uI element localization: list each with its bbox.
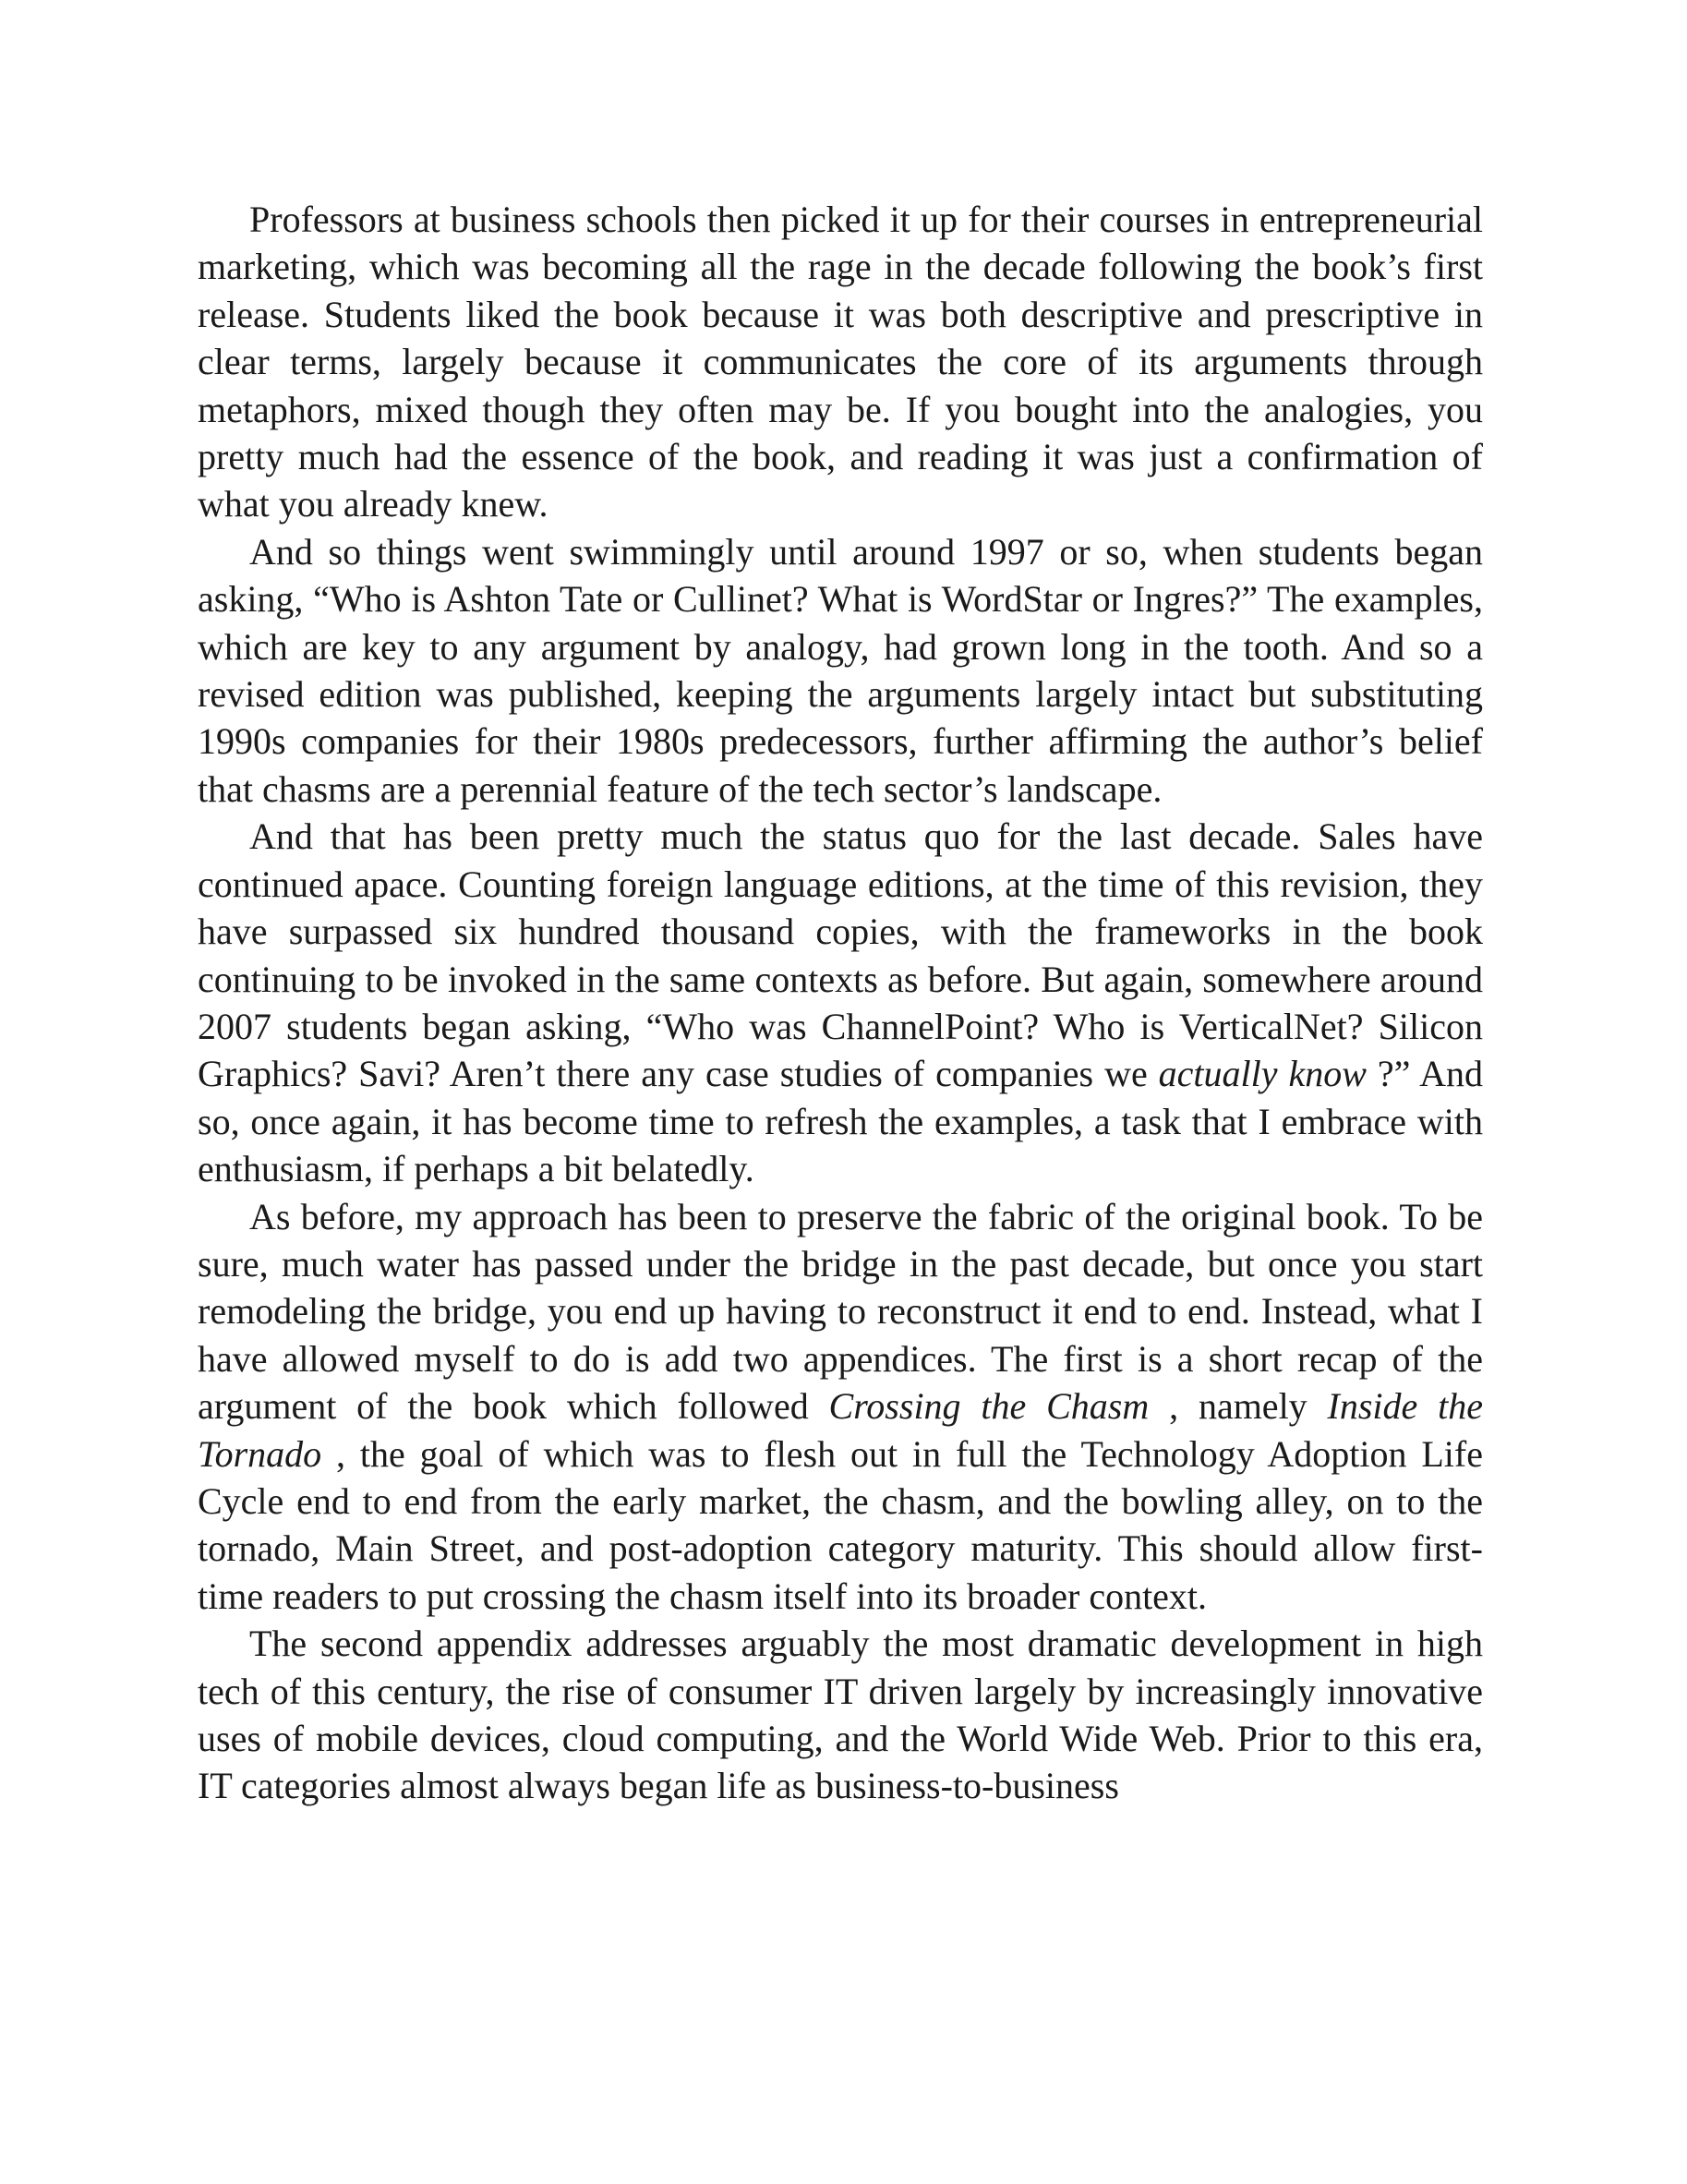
paragraph-5 bbox=[198, 1620, 1483, 1810]
paragraph-3-text-a: And that has been pretty much the status quo for the last decade. Sales have continued apace. Counting foreign language editions, at the time of this revision, they have surpassed six hundred thousand copies, with the frameworks in the book continuing to be invoked in the same contexts as before. But again, somewhere around 2007 students began asking, “Who was ChannelPoint? Who is VerticalNet? Silicon Graphics? Savi? Aren’t there any case studies of companies we bbox=[198, 815, 1483, 1095]
book-title-inside-the-tornado: Inside the Tornado bbox=[198, 1385, 1483, 1475]
paragraph-1-text: Professors at business schools then picked it up for their courses in entrepreneurial marketing, which was becoming all the rage in the decade following the book’s first release. Students liked the book because it was both descriptive and prescriptive in clear terms, largely because it communicates the core of its arguments through metaphors, mixed though they often may be. If you bought into the analogies, you pretty much had the essence of the book, and reading it was just a confirmation of what you already knew. bbox=[198, 199, 1483, 525]
paragraph-4 bbox=[198, 1193, 1483, 1621]
paragraph-4-text-c: , the goal of which was to flesh out in full the Technology Adoption Life Cycle end to end from the early market, the chasm, and the bowling alley, on to the tornado, Main Street, and post-adoption category maturity. This should allow first-time readers to put crossing the chasm itself into its broader context. bbox=[198, 1432, 1483, 1617]
paragraph-2-text: And so things went swimmingly until around 1997 or so, when students began asking, “Who is Ashton Tate or Cullinet? What is WordStar or Ingres?” The examples, which are key to any argument by analogy, had grown long in the tooth. And so a revised edition was published, keeping the arguments largely intact but substituting 1990s companies for their 1980s predecessors, further affirming the author’s belief that chasms are a perennial feature of the tech sector’s landscape. bbox=[198, 530, 1483, 810]
paragraph-2 bbox=[198, 528, 1483, 813]
paragraph-3-text-b: ?” And so, once again, it has become time to refresh the examples, a task that I embrace with enthusiasm, if perhaps a bit belatedly. bbox=[198, 1053, 1483, 1190]
paragraph-4-text-b: , namely bbox=[1149, 1385, 1328, 1428]
paragraph-1 bbox=[198, 196, 1483, 528]
paragraph-4-text-a: As before, my approach has been to preserve the fabric of the original book. To be sure, much water has passed under the bridge in the past decade, but once you start remodeling the bridge, you end up having to reconstruct it end to end. Instead, what I have allowed myself to do is add two appendices. The first is a short recap of the argument of the book which followed bbox=[198, 1195, 1483, 1428]
paragraph-3-emphasis: actually know bbox=[1158, 1053, 1367, 1095]
paragraph-5-text: The second appendix addresses arguably the most dramatic development in high tech of this century, the rise of consumer IT driven largely by increasingly innovative uses of mobile devices, cloud computing, and the World Wide Web. Prior to this era, IT categories almost always began life as business-to-business bbox=[198, 1623, 1483, 1807]
paragraph-3 bbox=[198, 813, 1483, 1192]
book-title-crossing-the-chasm: Crossing the Chasm bbox=[828, 1385, 1150, 1428]
document-page bbox=[198, 196, 1483, 1810]
